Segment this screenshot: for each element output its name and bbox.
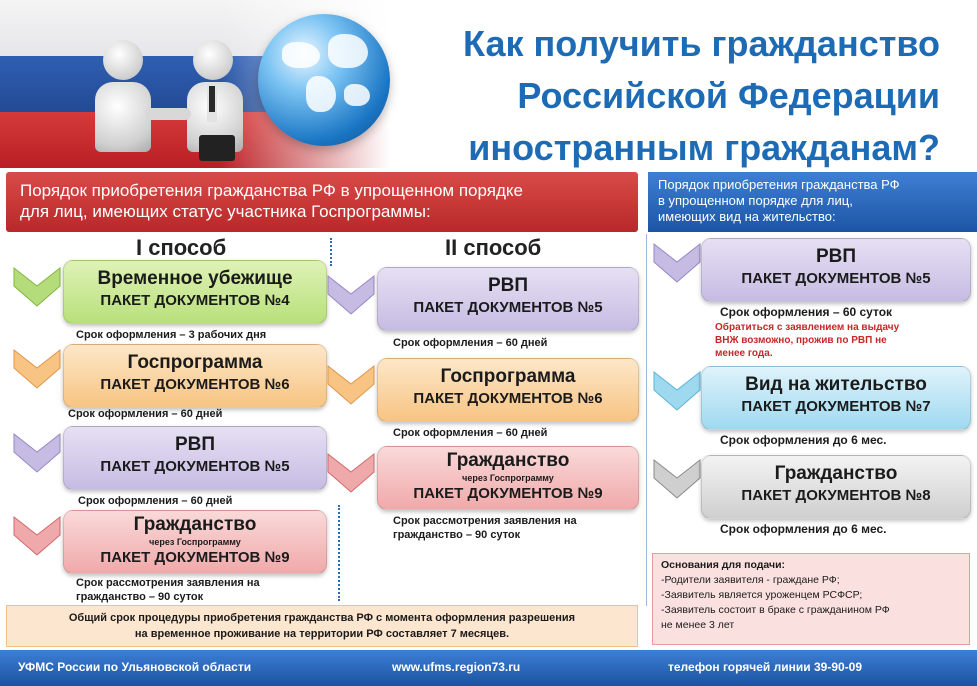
step-citizenship <box>701 455 971 519</box>
chevron-down-icon <box>12 432 62 474</box>
step-temporary-residence <box>377 267 639 331</box>
step-pack: ПАКЕТ ДОКУМЕНТОВ №9 <box>413 485 603 502</box>
step-note-line-2: гражданство – 90 суток <box>76 591 204 603</box>
step-pack: ПАКЕТ ДОКУМЕНТОВ №5 <box>413 299 603 316</box>
step-note: Срок оформления – 3 рабочих дня <box>76 329 267 341</box>
grounds-item: -Заявитель состоит в браке с гражданином РФ <box>661 604 890 616</box>
title-line-2: Российской Федерации <box>517 75 940 116</box>
step-title: Гражданство <box>774 463 898 484</box>
chevron-down-icon <box>12 515 62 557</box>
step-citizenship <box>377 446 639 510</box>
step-title: Гражданство <box>446 450 570 471</box>
right-section-header <box>648 172 977 232</box>
step-note: Срок оформления – 60 дней <box>393 427 548 439</box>
footer <box>0 650 977 686</box>
hero-banner <box>0 0 977 168</box>
step-residence-permit <box>701 366 971 430</box>
step-title: РВП <box>174 434 216 455</box>
step-warning-line-2: ВНЖ возможно, прожив по РВП не <box>715 335 887 346</box>
divider-center <box>338 505 340 601</box>
step-note: Срок оформления до 6 мес. <box>720 522 887 536</box>
chevron-down-icon <box>12 266 62 308</box>
step-warning <box>715 321 899 360</box>
footer-organization: УФМС России по Ульяновской области <box>18 660 252 674</box>
step-citizenship <box>63 510 327 574</box>
footer-hotline: телефон горячей линии 39-90-09 <box>668 660 863 674</box>
chevron-down-icon <box>652 242 702 284</box>
step-pack: ПАКЕТ ДОКУМЕНТОВ №5 <box>741 270 931 287</box>
step-title: РВП <box>487 275 529 296</box>
title-line-1: Как получить гражданство <box>463 23 940 64</box>
grounds-item: -Родители заявителя - граждане РФ; <box>661 574 840 586</box>
step-title: Госпрограмма <box>440 366 576 387</box>
step-pack: ПАКЕТ ДОКУМЕНТОВ №9 <box>100 549 290 566</box>
step-note: Срок оформления – 60 дней <box>68 408 223 420</box>
right-header-line-2: в упрощенном порядке для лиц, <box>658 193 853 208</box>
total-note-line-1: Общий срок процедуры приобретения гражданства РФ с момента оформления разрешения <box>68 612 576 624</box>
total-duration-note <box>6 605 638 647</box>
chevron-down-icon <box>326 452 376 494</box>
page-title <box>380 18 940 174</box>
left-header-line-1: Порядок приобретения гражданства РФ в упрощенном порядке <box>20 181 523 200</box>
method-2-title: II способ <box>445 235 542 260</box>
step-note: Срок оформления – 60 дней <box>393 337 548 349</box>
chevron-down-icon <box>12 348 62 390</box>
grounds-heading: Основания для подачи: <box>661 559 786 571</box>
step-title: Вид на жительство <box>745 374 927 395</box>
step-temporary-asylum <box>63 260 327 324</box>
left-section-header <box>6 172 638 232</box>
step-warning-line-3: менее года. <box>715 348 773 359</box>
grounds-item: -Заявитель является уроженцем РСФСР; <box>661 589 863 601</box>
globe-image <box>258 14 390 146</box>
step-pack: ПАКЕТ ДОКУМЕНТОВ №6 <box>100 376 290 393</box>
grounds-box <box>652 553 970 645</box>
grounds-item: не менее 3 лет <box>661 619 735 631</box>
step-pack: ПАКЕТ ДОКУМЕНТОВ №4 <box>100 292 290 309</box>
step-pack: ПАКЕТ ДОКУМЕНТОВ №5 <box>100 458 290 475</box>
step-temporary-residence <box>701 238 971 302</box>
chevron-down-icon <box>652 370 702 412</box>
chevron-down-icon <box>652 458 702 500</box>
total-note-line-2: на временное проживание на территории РФ составляет 7 месяцев. <box>134 628 510 640</box>
step-subtitle: через Госпрограмму <box>462 473 554 483</box>
step-note: Срок оформления до 6 мес. <box>720 433 887 447</box>
step-state-program <box>63 344 327 408</box>
step-note-line-2: гражданство – 90 суток <box>393 529 521 541</box>
chevron-down-icon <box>326 274 376 316</box>
step-warning-line-1: Обратиться с заявлением на выдачу <box>715 322 900 333</box>
step-pack: ПАКЕТ ДОКУМЕНТОВ №7 <box>741 398 931 415</box>
right-header-line-3: имеющих вид на жительство: <box>658 209 836 224</box>
step-subtitle: через Госпрограмму <box>149 537 241 547</box>
step-title: Временное убежище <box>97 268 293 289</box>
handshake-figures-image <box>95 40 255 165</box>
title-line-3: иностранным гражданам? <box>468 127 940 168</box>
footer-website-link[interactable]: www.ufms.region73.ru <box>392 660 521 674</box>
step-title: Гражданство <box>133 514 257 535</box>
step-state-program <box>377 358 639 422</box>
step-temporary-residence <box>63 426 327 490</box>
step-pack: ПАКЕТ ДОКУМЕНТОВ №6 <box>413 390 603 407</box>
step-title: Госпрограмма <box>127 352 263 373</box>
step-note: Срок оформления – 60 суток <box>720 305 893 319</box>
step-note-line-1: Срок рассмотрения заявления на <box>76 577 260 589</box>
step-note-line-1: Срок рассмотрения заявления на <box>393 515 577 527</box>
method-1-title: I способ <box>136 235 227 260</box>
step-note <box>76 576 260 604</box>
left-header-line-2: для лиц, имеющих статус участника Госпрограммы: <box>20 202 431 221</box>
step-note <box>393 514 577 542</box>
chevron-down-icon <box>326 364 376 406</box>
step-title: РВП <box>815 246 857 267</box>
divider-right <box>646 234 647 606</box>
step-note: Срок оформления – 60 дней <box>78 495 233 507</box>
right-header-line-1: Порядок приобретения гражданства РФ <box>658 177 900 192</box>
step-pack: ПАКЕТ ДОКУМЕНТОВ №8 <box>741 487 931 504</box>
divider-center-top <box>330 238 332 266</box>
